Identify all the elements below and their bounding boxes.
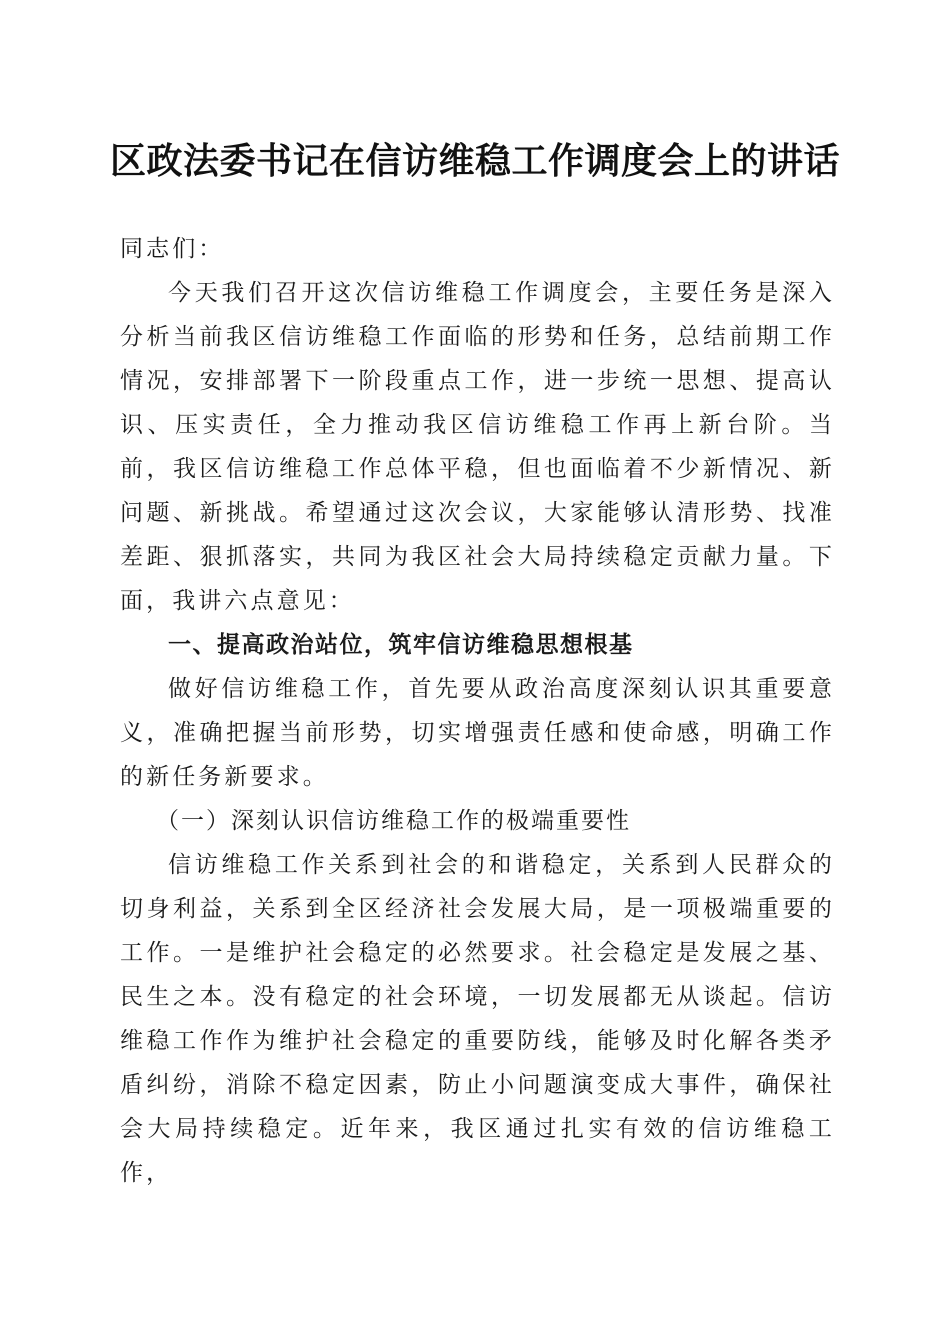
section-heading: 一、提高政治站位，筑牢信访维稳思想根基 bbox=[168, 632, 634, 658]
paragraph-subsection-body: 信访维稳工作关系到社会的和谐稳定，关系到人民群众的切身利益，关系到全区经济社会发展大局，是一项极端重要的工作。一是维护社会稳定的必然要求。社会稳定是发展之基、民生之本。没有稳定的社会环境，一切发展都无从谈起。信访维稳工作作为维护社会稳定的重要防线，能够及时化解各类矛盾纠纷，消除不稳定因素，防止小问题演变成大事件，确保社会大局持续稳定。近年来，我区通过扎实有效的信访维稳工作， bbox=[120, 852, 835, 1186]
salutation: 同志们： bbox=[120, 236, 225, 262]
subsection-heading: （一）深刻认识信访维稳工作的极端重要性 bbox=[156, 808, 631, 834]
document-title: 区政法委书记在信访维稳工作调度会上的讲话 bbox=[109, 140, 840, 182]
paragraph-intro: 今天我们召开这次信访维稳工作调度会，主要任务是深入分析当前我区信访维稳工作面临的形势和任务，总结前期工作情况，安排部署下一阶段重点工作，进一步统一思想、提高认识、压实责任，全力推动我区信访维稳工作再上新台阶。当前，我区信访维稳工作总体平稳，但也面临着不少新情况、新问题、新挑战。希望通过这次会议，大家能够认清形势、找准差距、狠抓落实，共同为我区社会大局持续稳定贡献力量。下面，我讲六点意见： bbox=[120, 280, 835, 614]
paragraph-section-intro: 做好信访维稳工作，首先要从政治高度深刻认识其重要意义，准确把握当前形势，切实增强责任感和使命感，明确工作的新任务新要求。 bbox=[120, 676, 835, 790]
document-body bbox=[120, 227, 835, 1195]
